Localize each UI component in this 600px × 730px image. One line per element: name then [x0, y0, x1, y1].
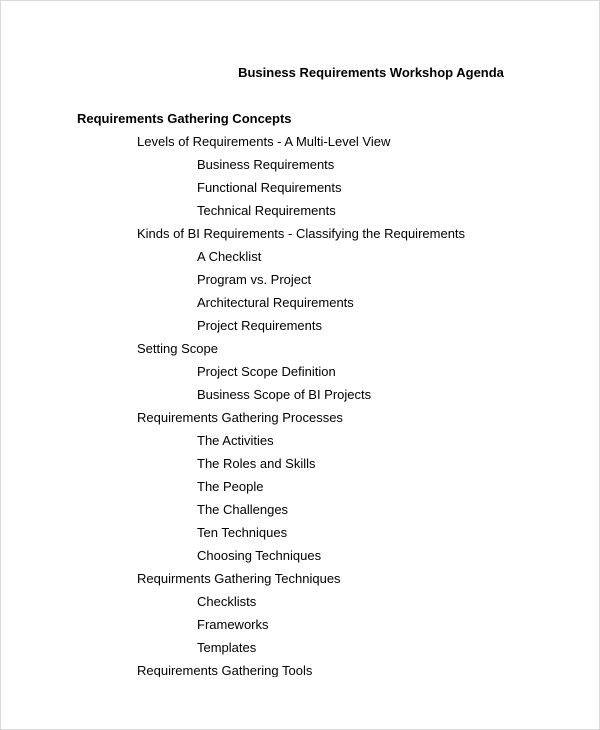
subtopic-item: Program vs. Project [197, 272, 312, 287]
subtopic-item: The Roles and Skills [197, 456, 316, 471]
section-heading: Requirements Gathering Concepts [77, 111, 292, 126]
subtopic-item: Ten Techniques [197, 525, 288, 540]
subtopic-item: Checklists [197, 594, 257, 609]
subtopic-item: Project Scope Definition [197, 364, 336, 379]
subtopic-item: Technical Requirements [197, 203, 336, 218]
subtopic-item: Architectural Requirements [197, 295, 354, 310]
topic-heading: Requirements Gathering Processes [137, 410, 343, 425]
topic-heading: Kinds of BI Requirements - Classifying the Requirements [137, 226, 466, 241]
topic-heading: Setting Scope [137, 341, 218, 356]
topic-heading: Requirments Gathering Techniques [137, 571, 341, 586]
subtopic-item: Templates [197, 640, 257, 655]
topic-heading: Levels of Requirements - A Multi-Level View [137, 134, 391, 149]
agenda-outline [1, 111, 599, 677]
subtopic-item: Project Requirements [197, 318, 322, 333]
topic-heading: Requirements Gathering Tools [137, 663, 313, 677]
subtopic-item: Functional Requirements [197, 180, 342, 195]
subtopic-item: Frameworks [197, 617, 269, 632]
subtopic-item: Choosing Techniques [197, 548, 322, 563]
subtopic-item: A Checklist [197, 249, 262, 264]
subtopic-item: The People [197, 479, 264, 494]
subtopic-item: The Activities [197, 433, 274, 448]
document-title: Business Requirements Workshop Agenda [238, 65, 504, 80]
subtopic-item: The Challenges [197, 502, 289, 517]
subtopic-item: Business Requirements [197, 157, 335, 172]
subtopic-item: Business Scope of BI Projects [197, 387, 372, 402]
